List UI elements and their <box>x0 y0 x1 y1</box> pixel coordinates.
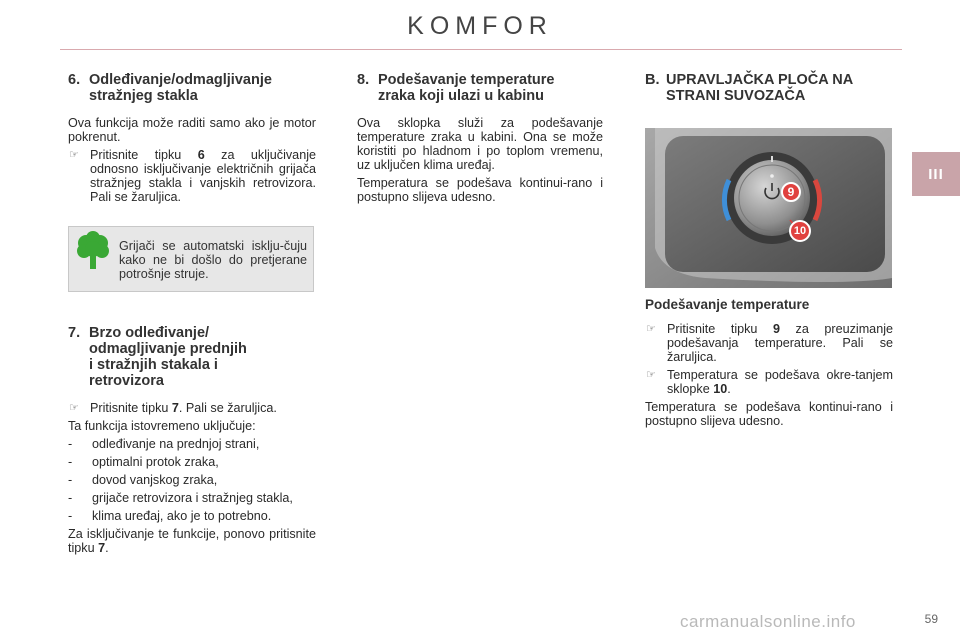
list-item: - odleđivanje na prednjoj strani, <box>68 437 260 451</box>
bullet-10: ☞ Temperatura se podešava okre-tanjem sklopke 10. <box>646 368 893 396</box>
list-item: - optimalni protok zraka, <box>68 455 219 469</box>
watermark: carmanualsonline.info <box>680 612 856 631</box>
column-middle <box>357 72 603 204</box>
list-item: - dovod vanjskog zraka, <box>68 473 218 487</box>
section-7-intro: Ta funkcija istovremeno uključuje: <box>68 419 256 433</box>
callout-9: 9 <box>781 182 801 202</box>
temperature-paragraph: Temperatura se podešava kontinui-rano i postupno slijeva udesno. <box>645 400 893 428</box>
list-item: - grijače retrovizora i stražnjeg stakla, <box>68 491 293 505</box>
callout-10: 10 <box>789 220 811 242</box>
section-8-paragraph-2: Temperatura se podešava kontinui-rano i postupno slijeva udesno. <box>357 176 603 204</box>
page-title: KOMFOR <box>407 12 553 40</box>
header-divider <box>60 49 902 50</box>
list-item: - klima uređaj, ako je to potrebno. <box>68 509 272 523</box>
column-right <box>645 72 893 104</box>
pointer-hand-icon: ☞ <box>646 323 656 335</box>
bullet-9: ☞ Pritisnite tipku 9 za preuzimanje podešavanja temperature. Pali se žaruljica. <box>646 322 893 364</box>
column-left-lower <box>68 325 316 555</box>
column-left <box>68 72 316 204</box>
info-box <box>68 226 314 292</box>
control-panel-photo <box>645 128 892 288</box>
column-right-lower <box>645 298 893 428</box>
section-7-bullet: ☞ Pritisnite tipku 7. Pali se žaruljica. <box>69 401 277 415</box>
section-7-outro: Za isključivanje te funkcije, ponovo pritisnite tipku 7. <box>68 527 316 555</box>
chapter-tab[interactable]: III <box>912 152 960 196</box>
section-8-heading: 8. Podešavanje temperature zraka koji ulazi u kabinu <box>357 72 555 104</box>
section-6-intro: Ova funkcija može raditi samo ako je motor pokrenut. <box>68 116 316 144</box>
pointer-hand-icon: ☞ <box>69 402 79 414</box>
page-number: 59 <box>924 612 938 626</box>
pointer-hand-icon: ☞ <box>646 369 656 381</box>
section-6-heading: 6. Odleđivanje/odmagljivanje stražnjeg stakla <box>68 72 272 104</box>
tree-icon <box>75 231 111 271</box>
pointer-hand-icon: ☞ <box>69 149 79 161</box>
section-8-paragraph-1: Ova sklopka služi za podešavanje temperature zraka u kabini. Ona se može koristiti po hladnom i po toplom vremenu, uz uključen klima uređaj. <box>357 116 603 172</box>
section-b-heading: B. UPRAVLJAČKA PLOČA NA STRANI SUVOZAČA <box>645 72 854 104</box>
info-box-text: Grijači se automatski isklju-čuju kako ne bi došlo do pretjerane potrošnje struje. <box>119 239 307 281</box>
section-6-bullet: ☞ Pritisnite tipku 6 za uključivanje odnosno isključivanje električnih grijača stražnjeg stakla i vanjskih retrovizora. Pali se žaruljica. <box>69 148 316 204</box>
section-7-heading: 7. Brzo odleđivanje/ odmagljivanje prednjih i stražnjih stakala i retrovizora <box>68 325 247 389</box>
temperature-subheading: Podešavanje temperature <box>645 297 810 312</box>
